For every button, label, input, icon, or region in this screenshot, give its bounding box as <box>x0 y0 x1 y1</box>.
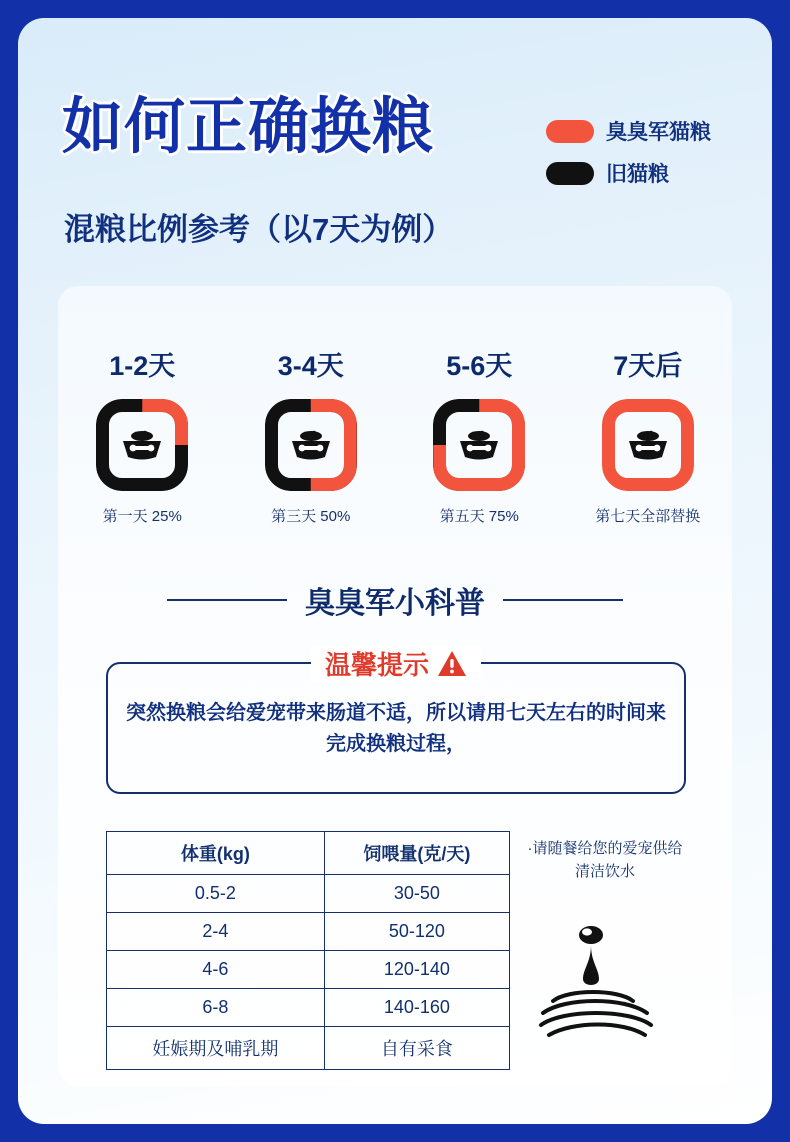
tip-text: 突然换粮会给爱宠带来肠道不适，所以请用七天左右的时间来完成换粮过程， <box>126 702 666 755</box>
stage-note: 第三天 50% <box>271 508 351 525</box>
stage-title: 7天后 <box>613 351 683 381</box>
pet-bowl-icon <box>118 428 166 462</box>
stage-title: 3-4天 <box>277 351 344 381</box>
legend-label-new-food: 臭臭军猫粮 <box>606 121 711 144</box>
stage-item-1 <box>58 344 227 526</box>
poster-header <box>18 18 772 268</box>
stage-title: 1-2天 <box>109 351 176 381</box>
page-subtitle: 混粮比例参考（以7天为例） <box>64 212 454 247</box>
cell-weight: 0.5-2 <box>107 875 325 913</box>
stage-ratio-ring <box>265 399 357 491</box>
table-row <box>107 875 510 913</box>
tip-box <box>106 650 686 794</box>
divider-left <box>167 599 287 601</box>
pet-bowl-icon <box>287 428 335 462</box>
table-header-weight: 体重(kg) <box>107 832 325 875</box>
science-heading-text: 臭臭军小科普 <box>305 587 485 620</box>
stage-note: 第一天 25% <box>102 508 182 525</box>
poster-page <box>18 18 772 1124</box>
cell-amount: 50-120 <box>324 913 509 951</box>
feeding-section <box>106 831 686 1070</box>
page-title: 如何正确换粮 <box>62 92 435 160</box>
legend-item-new-food <box>546 116 736 146</box>
legend-label-old-food: 旧猫粮 <box>606 163 669 186</box>
tip-header <box>311 645 481 682</box>
content-card <box>58 286 732 1086</box>
stage-list <box>58 344 732 526</box>
water-note-panel <box>510 831 686 1070</box>
stage-item-3 <box>395 344 564 526</box>
water-note-text: ·请随餐给您的爱宠供给清洁饮水 <box>527 840 683 881</box>
stage-ratio-ring <box>96 399 188 491</box>
science-heading <box>58 578 732 622</box>
cell-weight: 2-4 <box>107 913 325 951</box>
tip-title: 温馨提示 <box>324 650 430 680</box>
table-header-amount: 饲喂量(克/天) <box>324 832 509 875</box>
stage-ratio-ring <box>433 399 525 491</box>
pet-bowl-icon <box>624 428 672 462</box>
stage-item-2 <box>227 344 396 526</box>
table-header-row <box>107 832 510 875</box>
table-row <box>107 1027 510 1070</box>
cell-amount: 自有采食 <box>324 1027 509 1070</box>
table-row <box>107 989 510 1027</box>
stage-note: 第七天全部替换 <box>595 508 701 525</box>
cell-weight: 妊娠期及哺乳期 <box>107 1027 325 1070</box>
cell-weight: 4-6 <box>107 951 325 989</box>
cell-amount: 140-160 <box>324 989 509 1027</box>
stage-note: 第五天 75% <box>439 508 519 525</box>
cell-amount: 120-140 <box>324 951 509 989</box>
feeding-table <box>106 831 510 1070</box>
legend-swatch-new-food <box>546 120 594 143</box>
stage-item-4 <box>564 344 733 526</box>
water-drop-icon <box>533 917 663 1047</box>
table-row <box>107 951 510 989</box>
stage-title: 5-6天 <box>446 351 513 381</box>
cell-amount: 30-50 <box>324 875 509 913</box>
pet-bowl-icon <box>455 428 503 462</box>
table-row <box>107 913 510 951</box>
cell-weight: 6-8 <box>107 989 325 1027</box>
warning-icon <box>437 650 467 677</box>
stage-ratio-ring <box>602 399 694 491</box>
legend <box>546 116 736 200</box>
divider-right <box>503 599 623 601</box>
legend-swatch-old-food <box>546 162 594 185</box>
legend-item-old-food <box>546 158 736 188</box>
